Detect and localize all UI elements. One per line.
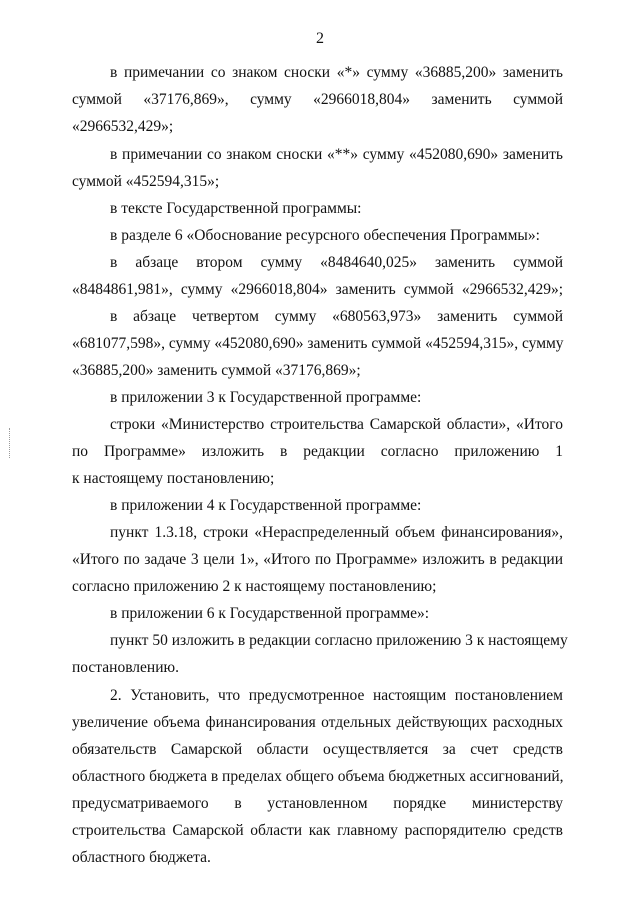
text-line: по Программе» изложить в редакции согласно приложению 1: [72, 443, 563, 460]
text-line: обязательств Самарской области осуществляется за счет средств: [72, 741, 563, 758]
text-line: в приложении 6 к Государственной программе»:: [110, 605, 430, 622]
text-line: строительства Самарской области как главному распорядителю средств: [72, 822, 563, 839]
text-line: увеличение объема финансирования отдельных действующих расходных: [72, 714, 563, 731]
text-line: предусматриваемого в установленном порядке министерству: [72, 795, 563, 812]
text-line: в примечании со знаком сноски «**» сумму «452080,690» заменить: [110, 146, 563, 163]
text-line: «2966532,429»;: [72, 118, 174, 135]
scan-mark: [9, 428, 12, 458]
text-line: постановлению.: [72, 659, 179, 676]
text-line: в примечании со знаком сноски «*» сумму «36885,200» заменить: [110, 64, 563, 81]
text-line: в абзаце втором сумму «8484640,025» заменить суммой: [110, 254, 563, 271]
text-line: в приложении 4 к Государственной программе:: [110, 497, 422, 514]
text-line: в приложении 3 к Государственной программе:: [110, 389, 422, 406]
text-line: «8484861,981», сумму «2966018,804» заменить суммой «2966532,429»;: [72, 281, 563, 298]
text-line: областного бюджета.: [72, 849, 211, 866]
text-line: суммой «452594,315»;: [72, 173, 220, 190]
text-line: «681077,598», сумму «452080,690» заменить суммой «452594,315», сумму: [72, 335, 564, 352]
text-line: суммой «37176,869», сумму «2966018,804» заменить суммой: [72, 91, 563, 108]
text-line: 2. Установить, что предусмотренное настоящим постановлением: [110, 687, 563, 704]
text-line: пункт 50 изложить в редакции согласно приложению 3 к настоящему: [110, 632, 568, 649]
text-line: в абзаце четвертом сумму «680563,973» заменить суммой: [110, 308, 563, 325]
page-number: 2: [316, 30, 324, 47]
text-line: «36885,200» заменить суммой «37176,869»;: [72, 362, 361, 379]
text-line: строки «Министерство строительства Самарской области», «Итого: [110, 416, 563, 433]
text-line: к настоящему постановлению;: [72, 470, 275, 487]
text-line: пункт 1.3.18, строки «Нераспределенный объем финансирования»,: [110, 524, 563, 541]
text-line: согласно приложению 2 к настоящему постановлению;: [72, 578, 437, 595]
text-line: в разделе 6 «Обоснование ресурсного обеспечения Программы»:: [110, 227, 540, 244]
text-line: областного бюджета в пределах общего объема бюджетных ассигнований,: [72, 768, 564, 785]
text-line: «Итого по задаче 3 цели 1», «Итого по Программе» изложить в редакции: [72, 551, 563, 568]
text-line: в тексте Государственной программы:: [110, 200, 362, 217]
